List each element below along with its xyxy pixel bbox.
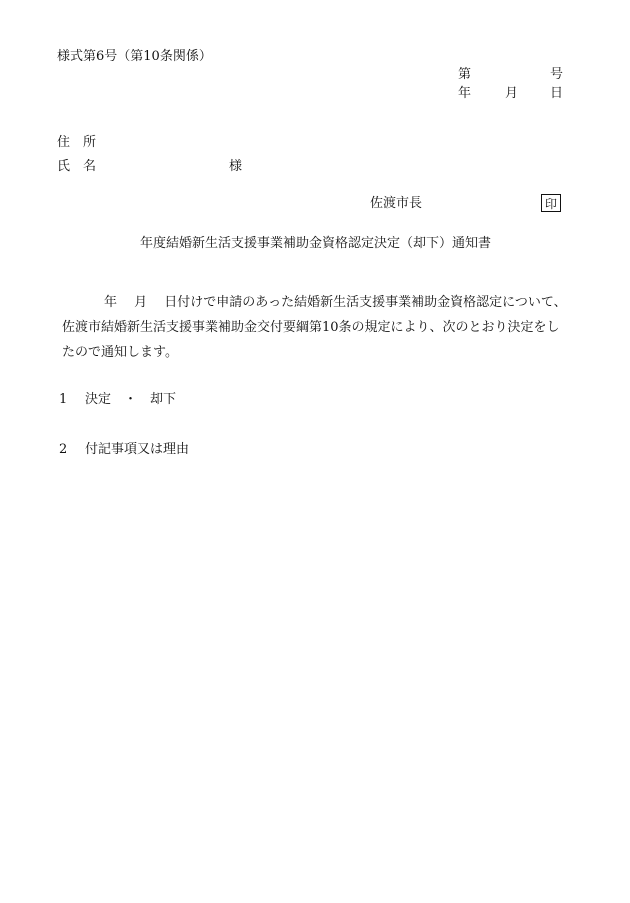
- issuer-title: 佐渡市長: [370, 196, 423, 211]
- item-2-text: 付記事項又は理由: [85, 442, 190, 457]
- address-label: 住 所: [57, 135, 97, 150]
- date-day: 日: [550, 86, 564, 101]
- honorific: 様: [229, 159, 243, 174]
- date-month: 月: [505, 86, 519, 101]
- date-year: 年: [458, 86, 472, 101]
- seal-mark: 印: [541, 194, 561, 212]
- item-2-number: 2: [59, 442, 68, 457]
- number-suffix: 号: [550, 67, 564, 82]
- body-line-1: 年 月 日付けで申請のあった結婚新生活支援事業補助金資格認定について、: [104, 295, 567, 310]
- name-label: 氏 名: [57, 159, 97, 174]
- item-1-number: 1: [59, 392, 68, 407]
- form-number: 様式第6号（第10条関係）: [57, 49, 212, 64]
- item-1-text: 決定 ・ 却下: [85, 392, 177, 407]
- document-title: 年度結婚新生活支援事業補助金資格認定決定（却下）通知書: [140, 236, 492, 251]
- number-prefix: 第: [458, 67, 472, 82]
- body-line-2: 佐渡市結婚新生活支援事業補助金交付要綱第10条の規定により、次のとおり決定をし: [62, 320, 560, 335]
- body-line-3: たので通知します。: [62, 345, 178, 360]
